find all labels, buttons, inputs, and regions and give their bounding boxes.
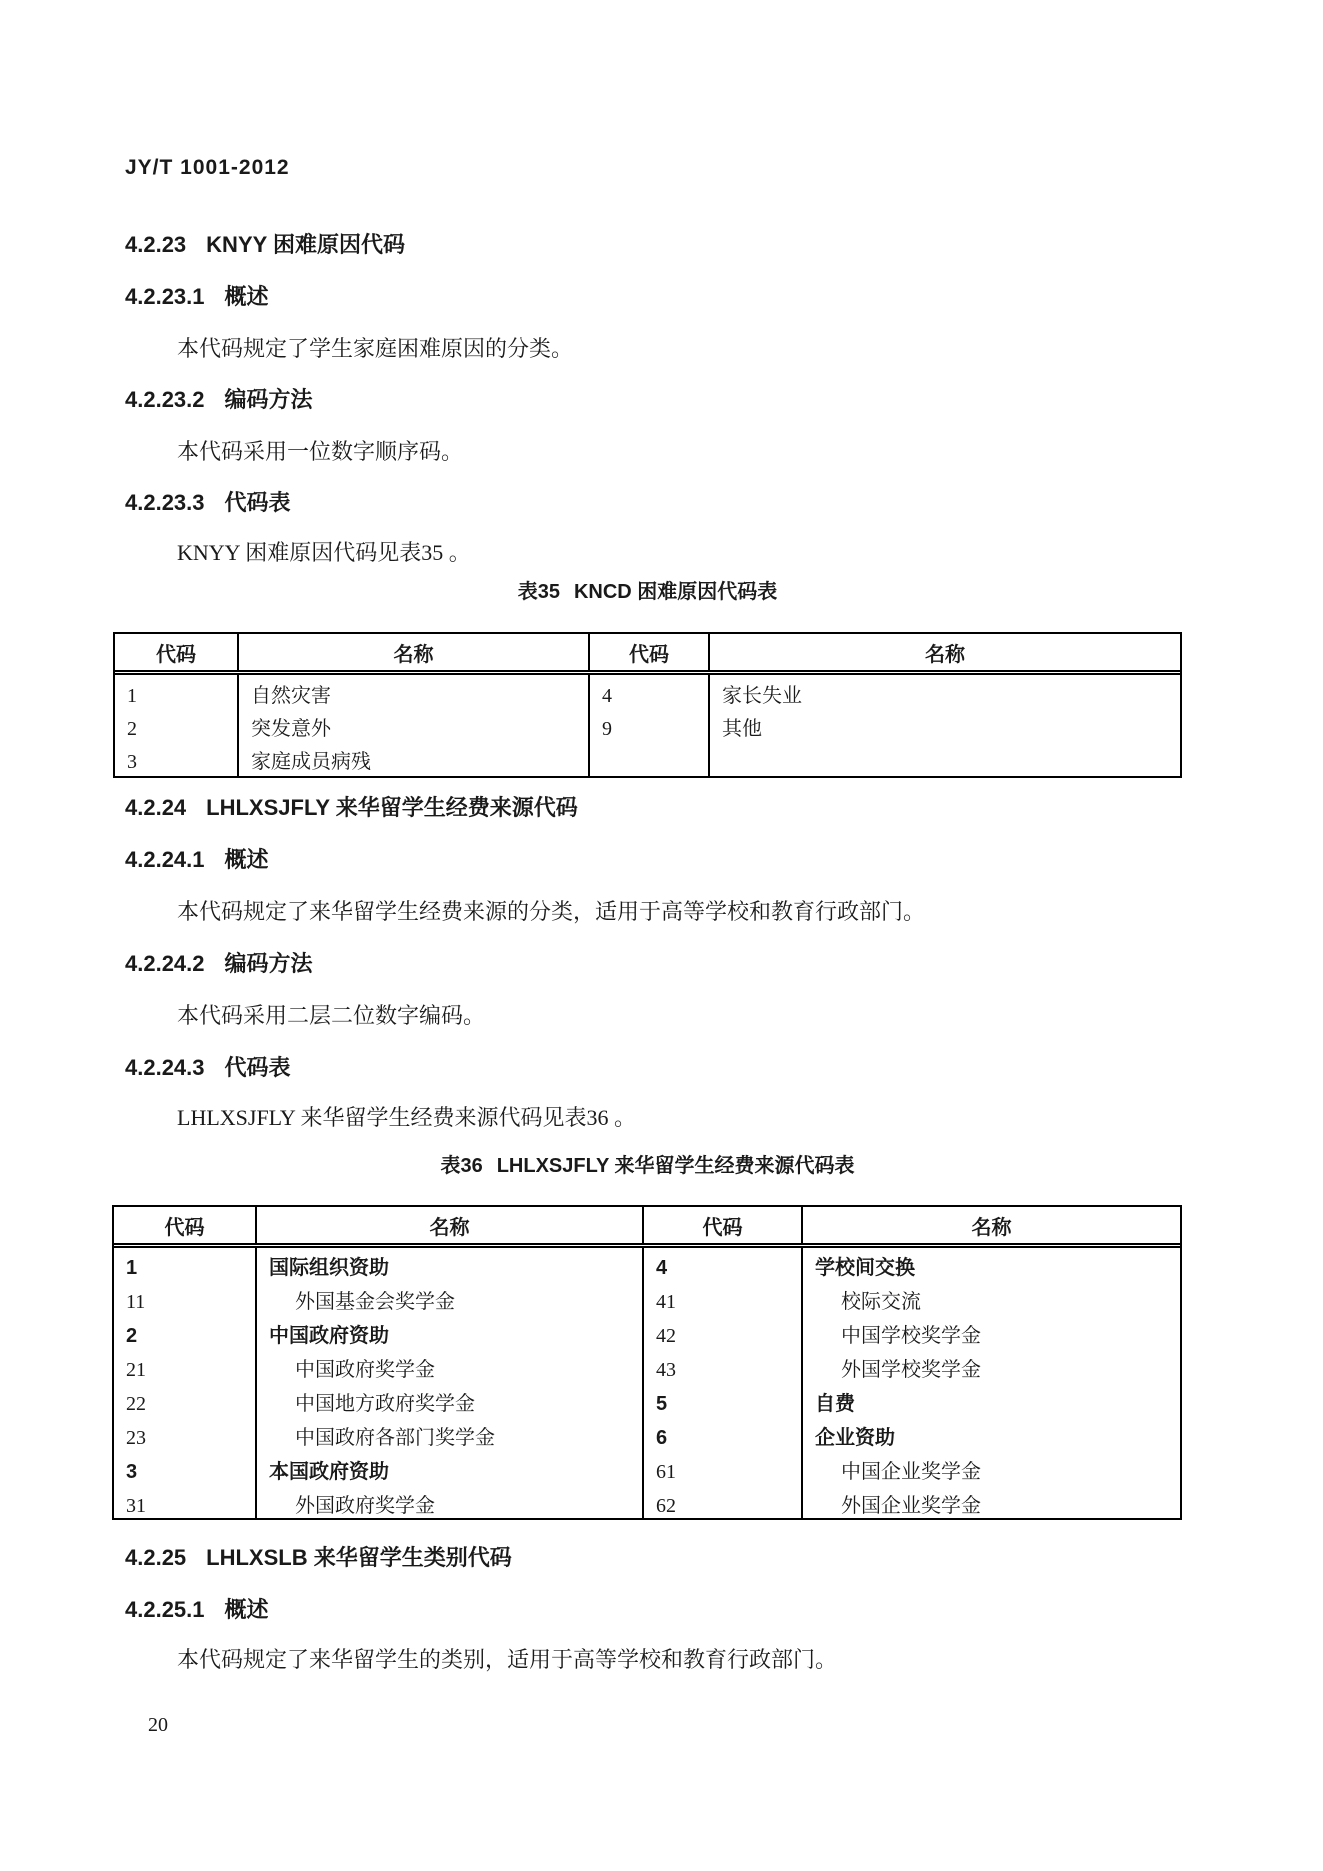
- paragraph-see-table-35: KNYY 困难原因代码见表35 。: [177, 540, 471, 565]
- table-cell-code: 1: [127, 685, 137, 707]
- table-35-names-right: [710, 675, 1180, 776]
- table-35-header-code-left: 代码: [115, 634, 239, 670]
- table-cell-code: 5: [656, 1393, 668, 1415]
- table-cell-code: 11: [126, 1291, 146, 1313]
- paragraph-overview-25: 本代码规定了来华留学生的类别，适用于高等学校和教育行政部门。: [177, 1647, 838, 1672]
- section-title: LHLXSJFLY 来华留学生经费来源代码: [206, 795, 578, 820]
- subsection-title: 概述: [224, 284, 269, 309]
- section-heading-4-2-23: [125, 232, 405, 258]
- subsection-heading-4-2-25-1: [125, 1597, 269, 1623]
- subsection-heading-4-2-24-1: [125, 847, 269, 873]
- subsection-title: 编码方法: [224, 951, 313, 976]
- table-36-header-name-right: 名称: [971, 1217, 1012, 1239]
- table-35-header-row: [115, 634, 1180, 675]
- table-cell-code: 3: [126, 1461, 138, 1483]
- section-heading-4-2-25: [125, 1545, 512, 1571]
- table-cell-code: 62: [656, 1495, 676, 1517]
- table-36-body: [114, 1248, 1180, 1518]
- paragraph-overview-23: 本代码规定了学生家庭困难原因的分类。: [177, 336, 574, 361]
- table-cell-name: 外国基金会奖学金: [295, 1291, 455, 1313]
- table-cell-name: 自费: [815, 1393, 855, 1415]
- table-cell-code: 43: [656, 1359, 676, 1381]
- table-cell-code: 9: [602, 718, 612, 740]
- table-36-header-code-left: 代码: [114, 1207, 257, 1243]
- table-cell-name: 本国政府资助: [269, 1461, 389, 1483]
- table-cell-name: 学校间交换: [815, 1257, 915, 1279]
- table-cell-code: 4: [656, 1257, 668, 1279]
- subsection-heading-4-2-23-1: [125, 284, 269, 310]
- table-35-header-code-right: 代码: [590, 634, 710, 670]
- subsection-title: 代码表: [224, 1055, 291, 1080]
- table-cell-name: 校际交流: [841, 1291, 921, 1313]
- table-36: [112, 1205, 1182, 1520]
- paragraph-method-24: 本代码采用二层二位数字编码。: [177, 1003, 486, 1028]
- subsection-heading-4-2-24-2: [125, 951, 313, 977]
- subsection-number: 4.2.23.2: [125, 387, 205, 412]
- subsection-heading-4-2-24-3: [125, 1055, 291, 1081]
- subsection-title: 概述: [224, 847, 269, 872]
- subsection-number: 4.2.25.1: [125, 1597, 205, 1622]
- subsection-title: 概述: [224, 1597, 269, 1622]
- table-cell-name: 家长失业: [722, 685, 802, 707]
- table-cell-code: 41: [656, 1291, 676, 1313]
- subsection-number: 4.2.23.1: [125, 284, 205, 309]
- subsection-number: 4.2.24.3: [125, 1055, 205, 1080]
- section-number: 4.2.25: [125, 1545, 187, 1570]
- table-cell-name: 其他: [722, 718, 762, 740]
- table-35-codes-right: [590, 675, 710, 776]
- table-35-body: [115, 675, 1180, 776]
- table-cell-code: 61: [656, 1461, 676, 1483]
- table-35-codes-left: [115, 675, 239, 776]
- paragraph-overview-24: 本代码规定了来华留学生经费来源的分类，适用于高等学校和教育行政部门。: [177, 899, 926, 924]
- subsection-number: 4.2.24.1: [125, 847, 205, 872]
- table-cell-code: 22: [126, 1393, 146, 1415]
- table-cell-name: 中国政府资助: [269, 1325, 389, 1347]
- table-cell-code: 23: [126, 1427, 146, 1449]
- table-35-caption: [113, 580, 1182, 604]
- section-title: KNYY 困难原因代码: [206, 232, 406, 257]
- table-cell-name: 自然灾害: [251, 685, 331, 707]
- table-36-names-right: [803, 1248, 1180, 1518]
- table-cell-code: 2: [127, 718, 137, 740]
- section-number: 4.2.24: [125, 795, 187, 820]
- table-cell-name: 国际组织资助: [269, 1257, 389, 1279]
- table-cell-code: 42: [656, 1325, 676, 1347]
- table-cell-code: 2: [126, 1325, 138, 1347]
- table-35-header-name-left: 名称: [239, 634, 590, 670]
- subsection-number: 4.2.23.3: [125, 490, 205, 515]
- subsection-heading-4-2-23-3: [125, 490, 291, 516]
- subsection-heading-4-2-23-2: [125, 387, 313, 413]
- table-cell-name: 外国学校奖学金: [841, 1359, 981, 1381]
- table-36-caption-title: LHLXSJFLY 来华留学生经费来源代码表: [496, 1155, 855, 1177]
- table-35: [113, 632, 1182, 778]
- table-cell-name: 家庭成员病残: [251, 751, 371, 773]
- table-35-header-name-right: 名称: [925, 644, 965, 666]
- table-cell-name: 企业资助: [815, 1427, 895, 1449]
- table-cell-name: 中国企业奖学金: [841, 1461, 981, 1483]
- table-36-header-code-right: 代码: [644, 1207, 803, 1243]
- table-35-caption-title: KNCD 困难原因代码表: [573, 581, 778, 603]
- standard-number: JY/T 1001-2012: [125, 156, 290, 179]
- table-cell-code: 3: [127, 751, 137, 773]
- table-cell-name: 中国学校奖学金: [841, 1325, 981, 1347]
- table-36-names-left: [257, 1248, 644, 1518]
- section-heading-4-2-24: [125, 795, 578, 821]
- table-36-header-row: [114, 1207, 1180, 1248]
- table-35-caption-label: 表35: [517, 581, 560, 603]
- table-cell-code: 6: [656, 1427, 668, 1449]
- table-cell-code: 31: [126, 1495, 146, 1517]
- subsection-title: 代码表: [224, 490, 291, 515]
- table-36-caption-label: 表36: [440, 1155, 483, 1177]
- table-36-caption: [113, 1154, 1182, 1178]
- table-35-names-left: [239, 675, 590, 776]
- table-cell-name: 突发意外: [251, 718, 331, 740]
- paragraph-see-table-36: LHLXSJFLY 来华留学生经费来源代码见表36 。: [177, 1105, 636, 1130]
- subsection-number: 4.2.24.2: [125, 951, 205, 976]
- section-title: LHLXSLB 来华留学生类别代码: [206, 1545, 512, 1570]
- table-cell-name: 中国政府奖学金: [295, 1359, 435, 1381]
- table-cell-code: 21: [126, 1359, 146, 1381]
- table-cell-name: 外国企业奖学金: [841, 1495, 981, 1517]
- subsection-title: 编码方法: [224, 387, 313, 412]
- table-cell-name: 外国政府奖学金: [295, 1495, 435, 1517]
- table-36-codes-left: [114, 1248, 257, 1518]
- table-cell-code: 1: [126, 1257, 138, 1279]
- table-36-codes-right: [644, 1248, 803, 1518]
- table-36-header-name-left: 名称: [257, 1207, 644, 1243]
- table-cell-name: 中国政府各部门奖学金: [295, 1427, 495, 1449]
- table-cell-name: 中国地方政府奖学金: [295, 1393, 475, 1415]
- page-number: 20: [148, 1714, 168, 1736]
- section-number: 4.2.23: [125, 232, 187, 257]
- paragraph-method-23: 本代码采用一位数字顺序码。: [177, 439, 464, 464]
- table-cell-code: 4: [602, 685, 612, 707]
